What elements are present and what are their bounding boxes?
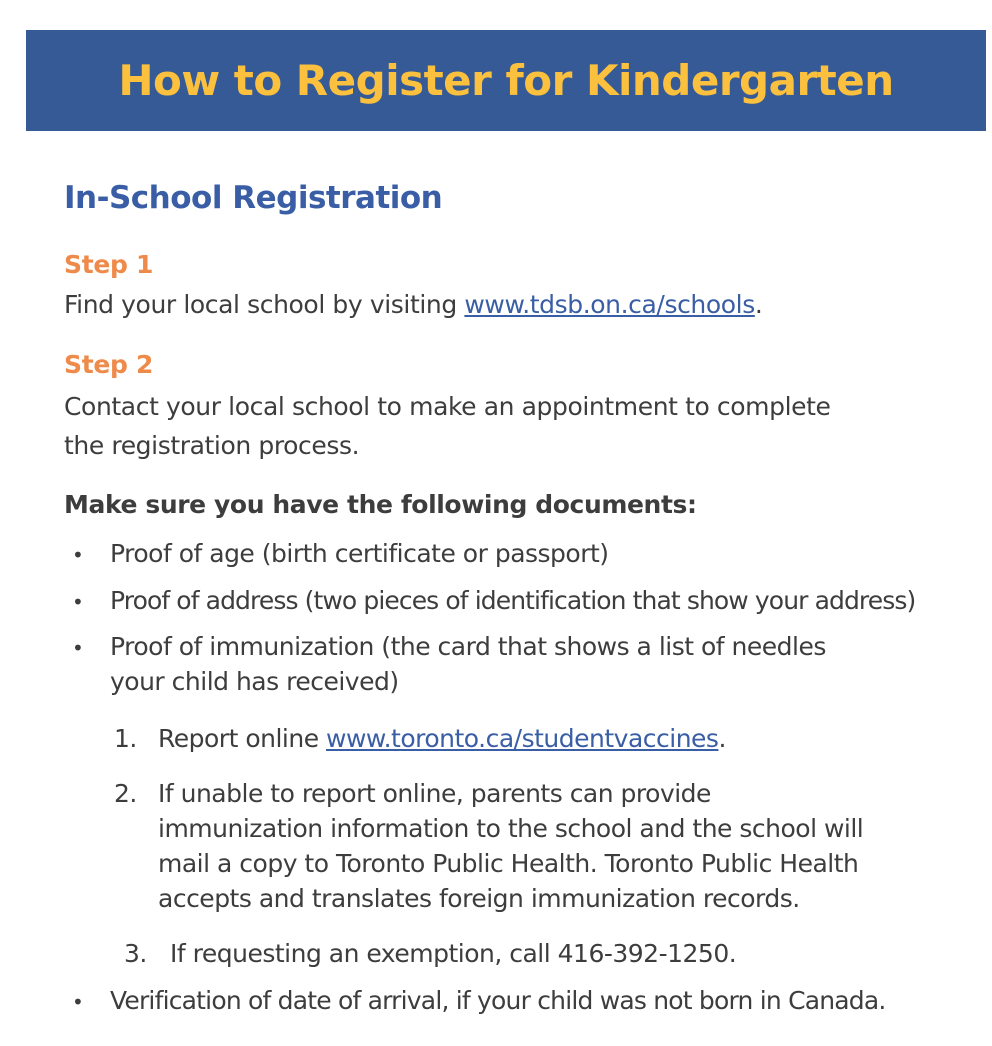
section-title: In-School Registration (64, 180, 443, 216)
sub-item-number: 2. (114, 779, 137, 808)
sub-item-text-before: Report online (158, 724, 327, 753)
document-item: Proof of age (birth certificate or passport) (110, 539, 609, 568)
step-2-label: Step 2 (64, 350, 154, 379)
title-banner (26, 30, 986, 131)
document-item: Proof of address (two pieces of identification that show your address) (110, 586, 916, 615)
sub-item-line: accepts and translates foreign immunization records. (158, 884, 800, 913)
vaccines-link[interactable]: www.toronto.ca/studentvaccines (326, 724, 719, 753)
sub-item-text: If requesting an exemption, call 416-392-1250. (170, 939, 737, 968)
bullet-icon: • (72, 636, 84, 660)
page-title: How to Register for Kindergarten (118, 56, 894, 105)
step-2-text-line1: Contact your local school to make an appointment to complete (64, 392, 831, 421)
document-item: Verification of date of arrival, if your child was not born in Canada. (110, 986, 886, 1015)
sub-item-number: 3. (124, 939, 147, 968)
step-1-text-before: Find your local school by visiting (64, 290, 465, 319)
sub-item-text (158, 722, 726, 756)
bullet-icon: • (72, 590, 84, 614)
schools-link[interactable]: www.tdsb.on.ca/schools (464, 290, 755, 319)
sub-item-line: If unable to report online, parents can provide (158, 779, 711, 808)
documents-heading: Make sure you have the following documents: (64, 490, 697, 519)
bullet-icon: • (72, 990, 84, 1014)
step-1-label: Step 1 (64, 250, 154, 279)
bullet-icon: • (72, 543, 84, 567)
sub-item-line: mail a copy to Toronto Public Health. Toronto Public Health (158, 849, 859, 878)
step-1-text-after: . (754, 290, 763, 319)
step-2-text-line2: the registration process. (64, 431, 360, 460)
step-1-text (64, 285, 762, 325)
sub-item-line: immunization information to the school and the school will (158, 814, 864, 843)
sub-item-number: 1. (114, 724, 137, 753)
document-item-line1: Proof of immunization (the card that shows a list of needles (110, 632, 826, 661)
document-item-line2: your child has received) (110, 667, 399, 696)
sub-item-text-after: . (718, 724, 726, 753)
